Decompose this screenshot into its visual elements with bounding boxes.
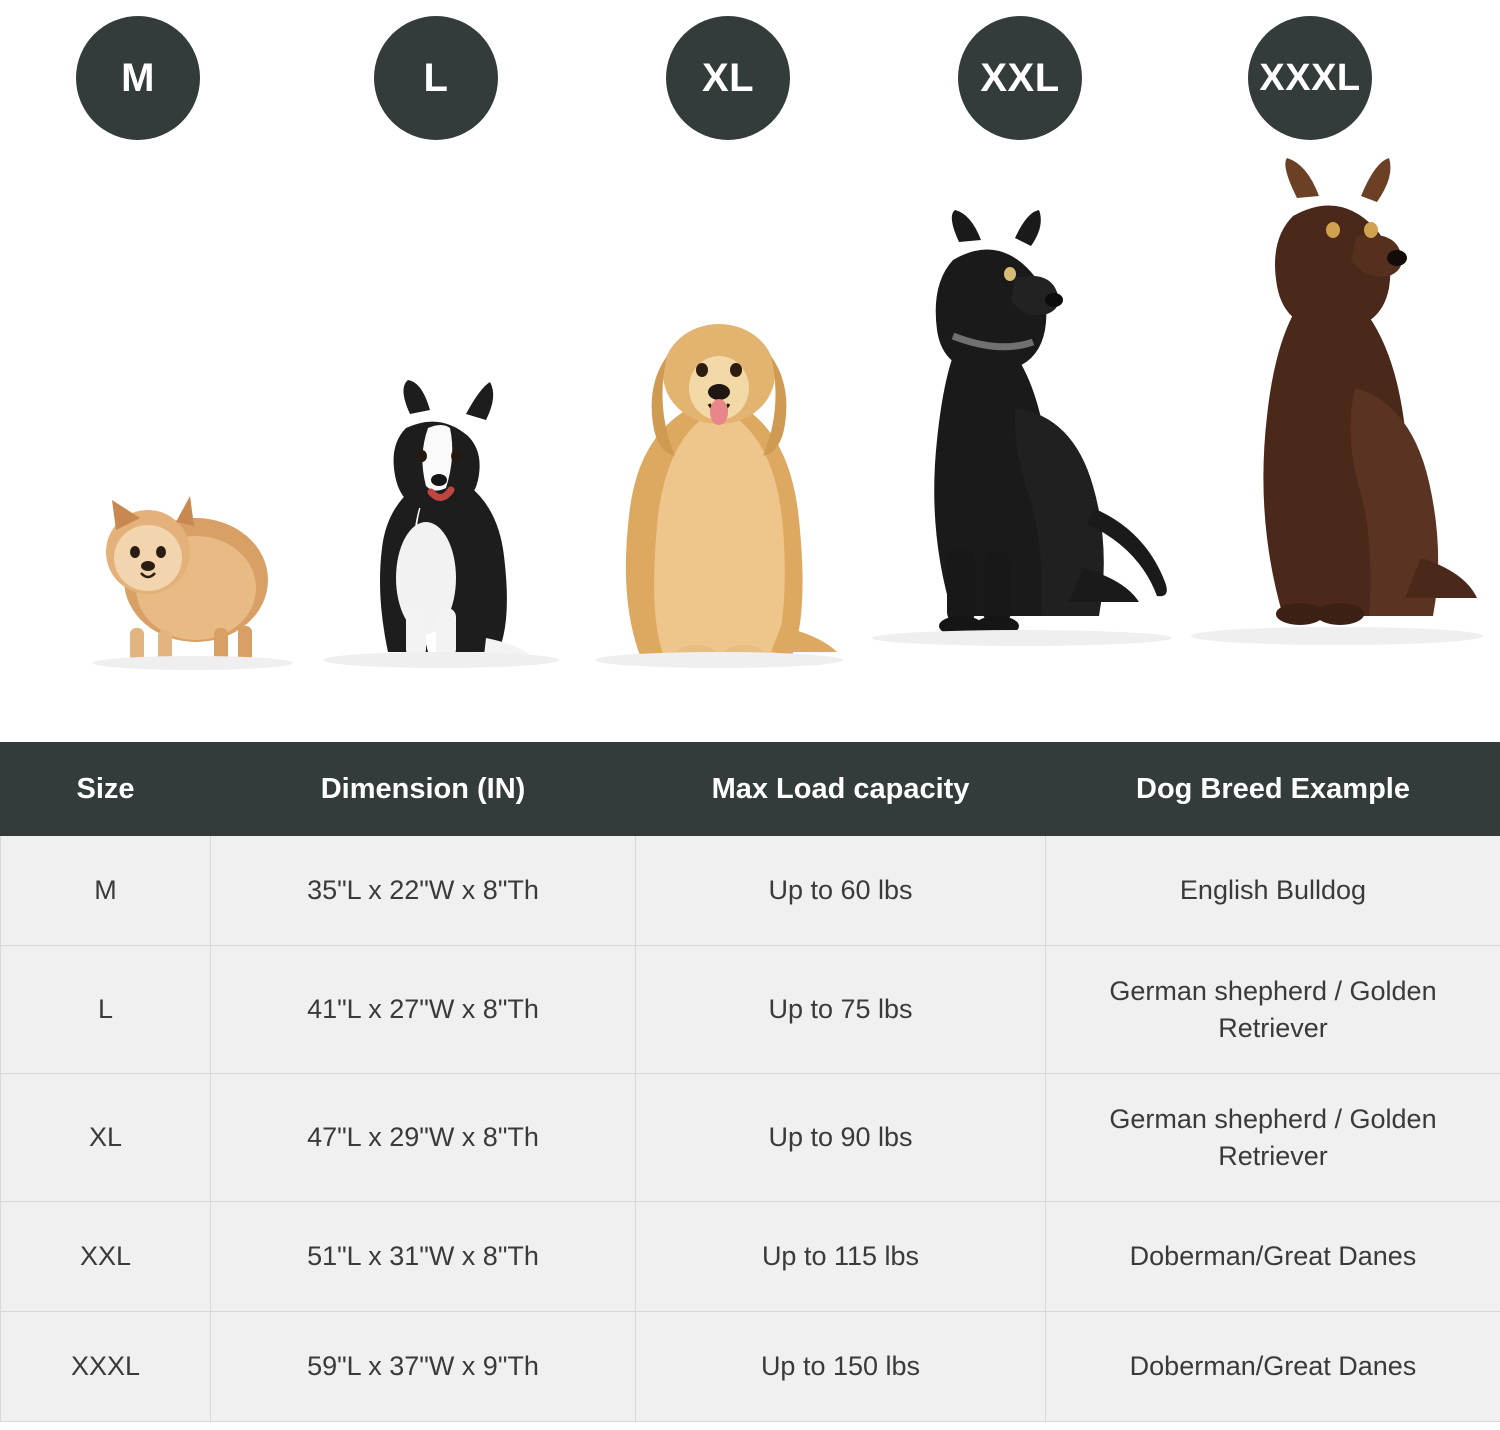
size-badge-label: XL [701,55,755,100]
cell-dimension: 51"L x 31"W x 8"Th [211,1202,636,1312]
cell-breed: German shepherd / Golden Retriever [1046,946,1500,1074]
table-row [1,1202,1500,1312]
cell-capacity: Up to 90 lbs [636,1074,1046,1202]
table-row [1,1074,1500,1202]
cell-capacity: Up to 60 lbs [636,836,1046,946]
size-table-container [0,742,1500,1422]
cell-size: XXXL [1,1312,211,1422]
table-header [1,743,1500,836]
cell-size: XL [1,1074,211,1202]
size-badge-label: XXL [980,55,1060,100]
table-header-row [1,743,1500,836]
cell-breed: Doberman/Great Danes [1046,1312,1500,1422]
table-body [1,836,1500,1422]
cell-breed: German shepherd / Golden Retriever [1046,1074,1500,1202]
column-header-capacity: Max Load capacity [636,743,1046,836]
dog-illustration-row [0,110,1500,670]
cell-breed: English Bulldog [1046,836,1500,946]
size-table [0,742,1500,1422]
dog-photo-great-dane [855,208,1189,670]
column-header-dimension: Dimension (IN) [211,743,636,836]
size-badge-label: M [121,55,155,100]
dog-photo-pomeranian [78,460,308,670]
size-badge-label: XXXL [1259,56,1361,99]
cell-size: M [1,836,211,946]
cell-capacity: Up to 75 lbs [636,946,1046,1074]
table-row [1,946,1500,1074]
dog-photo-doberman [1185,158,1489,670]
dog-photo-border-collie [310,370,572,670]
cell-size: XXL [1,1202,211,1312]
table-row [1,836,1500,946]
cell-dimension: 41"L x 27"W x 8"Th [211,946,636,1074]
dog-photo-golden-retriever [585,308,853,670]
cell-breed: Doberman/Great Danes [1046,1202,1500,1312]
column-header-size: Size [1,743,211,836]
column-header-breed: Dog Breed Example [1046,743,1500,836]
cell-dimension: 47"L x 29"W x 8"Th [211,1074,636,1202]
cell-dimension: 59"L x 37"W x 9"Th [211,1312,636,1422]
cell-size: L [1,946,211,1074]
size-badge-label: L [423,55,449,100]
table-row [1,1312,1500,1422]
cell-dimension: 35"L x 22"W x 8"Th [211,836,636,946]
cell-capacity: Up to 150 lbs [636,1312,1046,1422]
cell-capacity: Up to 115 lbs [636,1202,1046,1312]
